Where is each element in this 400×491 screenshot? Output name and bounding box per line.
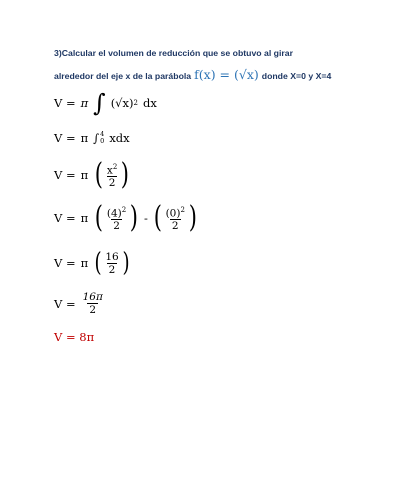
step-2-integral: ∫ (93, 131, 100, 145)
step-4-num1: (4) (106, 207, 122, 220)
step-1 (54, 91, 157, 115)
step-2-expr: xdx (109, 131, 130, 145)
step-5-pi: π (80, 256, 89, 270)
step-6-num: 16π (82, 291, 103, 303)
step-3-pi: π (80, 168, 89, 182)
integral-limits (100, 131, 104, 145)
step-5-lhs: V = (54, 256, 76, 270)
step-5 (54, 250, 131, 276)
step-5-paren-group: ( $\frac{16}{2}$ ) (94, 248, 130, 278)
step-3-den: 2 (108, 177, 116, 190)
step-5-fraction (103, 251, 120, 276)
problem-line-2 (54, 64, 350, 87)
step-1-pi: π (80, 96, 89, 110)
problem-statement (54, 42, 350, 87)
step-2-upper: 4 (100, 130, 105, 138)
step-6-lhs: V = (54, 296, 76, 311)
step-4-power2: 2 (180, 205, 185, 214)
step-4-minus: - (143, 211, 148, 225)
step-3-lhs: V = (54, 168, 76, 182)
step-4-paren-group-2: ( $\frac{(0)^2}{2}$ ) (153, 200, 197, 235)
step-4 (54, 200, 199, 235)
problem-line-2-suffix: donde X=0 y X=4 (261, 71, 332, 81)
step-6 (54, 291, 105, 316)
problem-line-2-prefix: alrededor del eje x de la parábola (54, 71, 192, 81)
step-3-num: x (106, 164, 113, 177)
problem-line-1-text: 3)Calcular el volumen de reducción que se obtuvo al girar (54, 48, 293, 58)
integral-sign: ∫ (93, 89, 106, 117)
step-1-lhs: V = (54, 96, 76, 110)
step-5-den: 2 (108, 263, 116, 276)
step-1-dx: dx (142, 96, 157, 110)
step-4-fraction-2 (164, 204, 187, 233)
step-4-lhs: V = (54, 211, 76, 225)
step-2 (54, 131, 130, 145)
step-1-integrand: (√x) (110, 96, 134, 110)
step-2-lhs: V = (54, 131, 76, 145)
function-formula: f(x) = (√x) (194, 67, 259, 82)
step-2-lower: 0 (100, 137, 105, 145)
step-4-pi: π (80, 211, 89, 225)
step-7-result (54, 330, 94, 344)
step-4-num2: (0) (165, 207, 181, 220)
step-3-num-power: 2 (112, 162, 118, 171)
step-1-power: 2 (133, 99, 138, 107)
final-answer: V = 8π (54, 330, 95, 344)
step-3-paren-group: ( $\frac{x^2}{2}$ ) (94, 157, 130, 192)
step-5-num: 16 (105, 250, 119, 263)
step-3 (54, 157, 131, 192)
step-6-den: 2 (89, 304, 97, 316)
step-4-den1: 2 (113, 220, 120, 233)
step-2-pi: π (80, 131, 89, 145)
step-4-fraction-1 (105, 204, 128, 233)
step-6-fraction (81, 291, 105, 316)
step-4-power1: 2 (121, 205, 127, 214)
problem-line-1 (54, 42, 350, 64)
step-3-fraction (105, 161, 119, 190)
step-4-paren-group-1: ( $\frac{(4)^2}{2}$ ) (94, 200, 139, 235)
step-4-den2: 2 (171, 220, 179, 233)
